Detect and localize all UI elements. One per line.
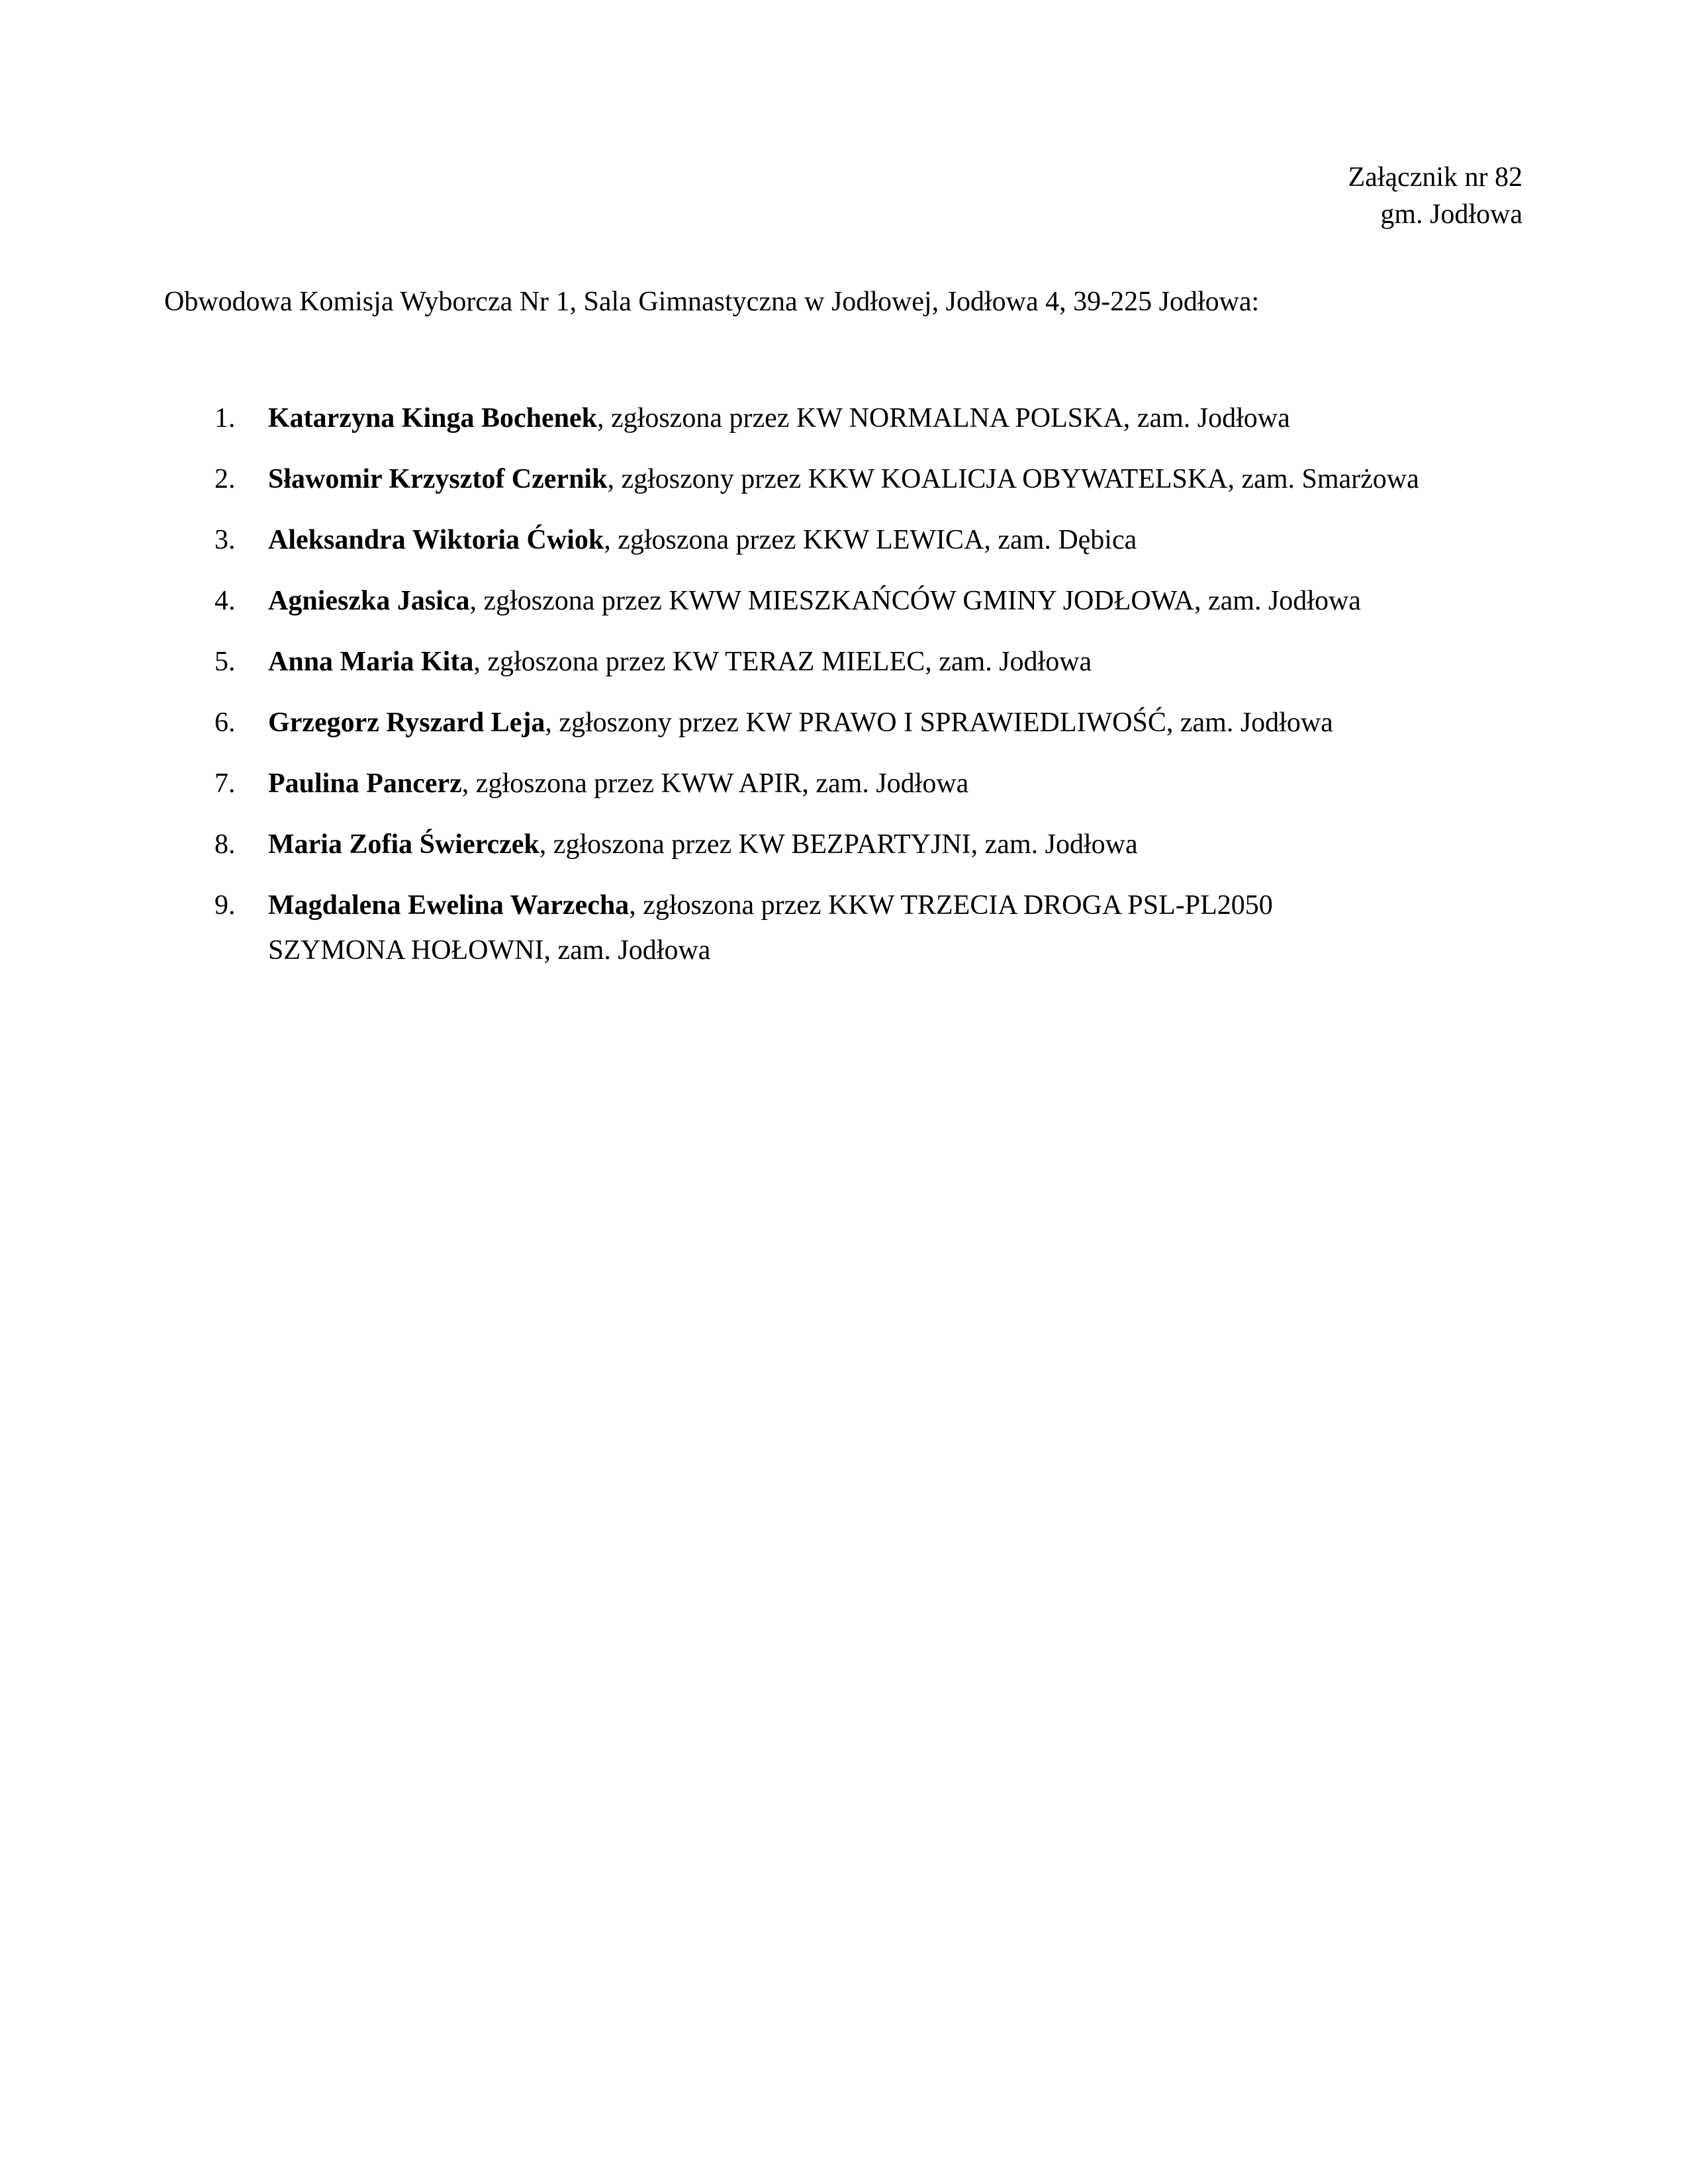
item-number: 6. (214, 707, 236, 738)
member-details: , zgłoszona przez KW BEZPARTYJNI, zam. Jodłowa (539, 829, 1138, 860)
item-number: 7. (214, 768, 236, 799)
list-item (164, 396, 1534, 441)
item-number: 9. (214, 890, 236, 921)
member-name: Anna Maria Kita (268, 647, 474, 677)
list-item (164, 518, 1534, 563)
item-number: 8. (214, 829, 236, 860)
annex-header (1348, 159, 1523, 233)
item-number: 2. (214, 464, 236, 494)
list-item (164, 639, 1534, 684)
member-details: , zgłoszona przez KKW TRZECIA DROGA PSL-PL2050 SZYMONA HOŁOWNI, zam. Jodłowa (268, 890, 1273, 966)
member-name: Grzegorz Ryszard Leja (268, 707, 545, 738)
member-details: , zgłoszona przez KW NORMALNA POLSKA, zam. Jodłowa (597, 403, 1290, 433)
item-number: 4. (214, 586, 236, 616)
item-number: 1. (214, 403, 236, 433)
member-details: , zgłoszona przez KKW LEWICA, zam. Dębica (604, 525, 1137, 555)
member-name: Paulina Pancerz (268, 768, 462, 799)
list-item (164, 457, 1534, 502)
municipality-name: gm. Jodłowa (1380, 199, 1523, 230)
annex-number: Załącznik nr 82 (1348, 162, 1523, 193)
list-item (164, 883, 1534, 973)
item-number: 5. (214, 647, 236, 677)
list-item (164, 578, 1534, 623)
member-name: Sławomir Krzysztof Czernik (268, 464, 608, 494)
member-name: Magdalena Ewelina Warzecha (268, 890, 630, 921)
item-number: 3. (214, 525, 236, 555)
commission-title: Obwodowa Komisja Wyborcza Nr 1, Sala Gimnastyczna w Jodłowej, Jodłowa 4, 39-225 Jodłowa: (164, 287, 1260, 317)
member-details: , zgłoszony przez KKW KOALICJA OBYWATELSKA, zam. Smarżowa (607, 464, 1419, 494)
member-details: , zgłoszony przez KW PRAWO I SPRAWIEDLIWOŚĆ, zam. Jodłowa (545, 707, 1333, 738)
member-details: , zgłoszona przez KWW MIESZKAŃCÓW GMINY JODŁOWA, zam. Jodłowa (469, 586, 1361, 616)
member-name: Aleksandra Wiktoria Ćwiok (268, 525, 604, 555)
list-item (164, 700, 1534, 745)
list-item (164, 822, 1534, 867)
member-name: Maria Zofia Świerczek (268, 829, 539, 860)
member-details: , zgłoszona przez KW TERAZ MIELEC, zam. Jodłowa (473, 647, 1092, 677)
list-item (164, 761, 1534, 806)
member-details: , zgłoszona przez KWW APIR, zam. Jodłowa (461, 768, 969, 799)
member-name: Katarzyna Kinga Bochenek (268, 403, 598, 433)
member-list (164, 396, 1534, 989)
member-name: Agnieszka Jasica (268, 586, 470, 616)
